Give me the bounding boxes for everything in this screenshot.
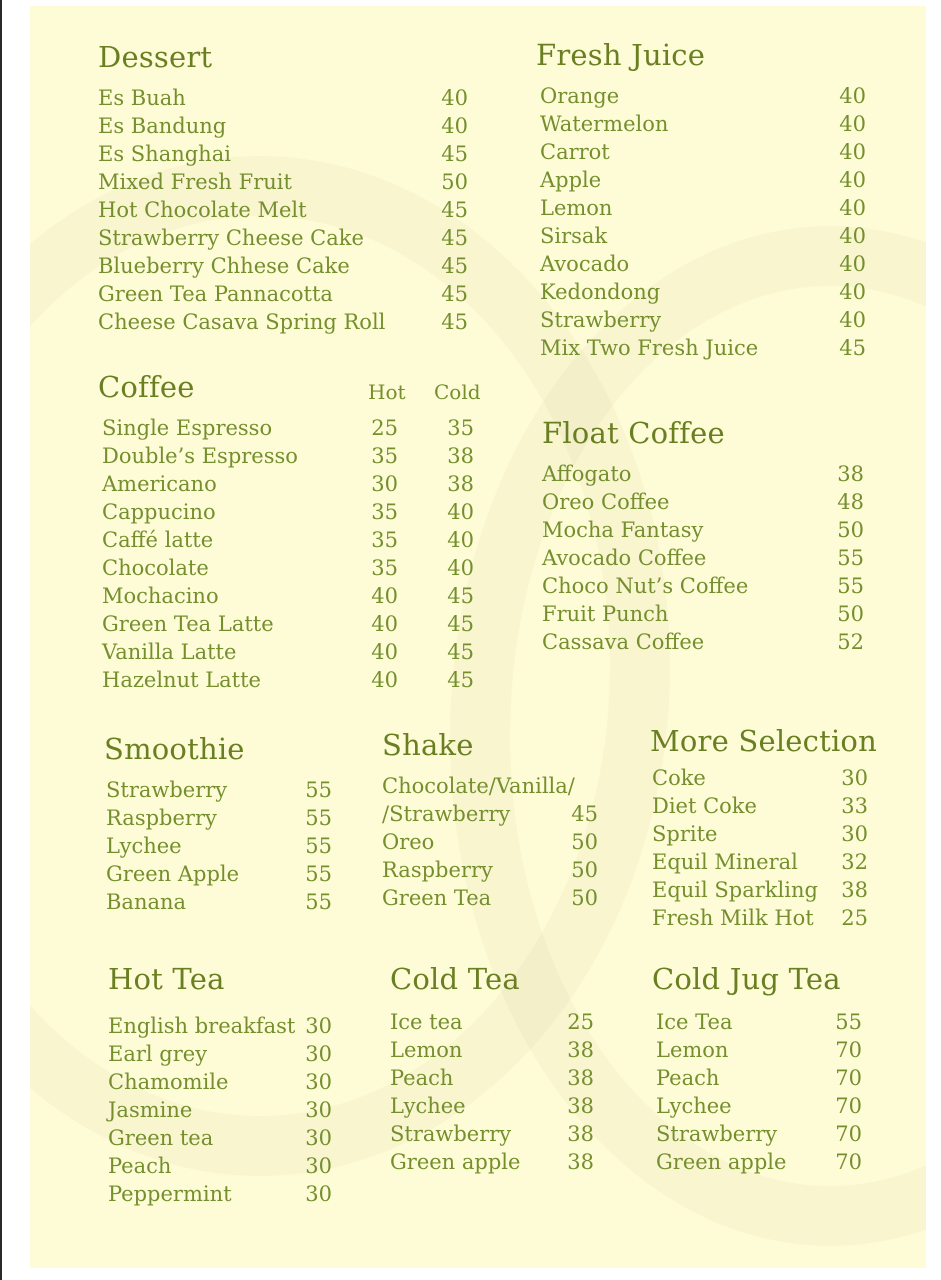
menu-item-name: Raspberry: [382, 858, 493, 882]
menu-item-price: 38: [567, 1122, 594, 1146]
section-title-smoothie: Smoothie: [104, 732, 245, 766]
menu-item-name: Fresh Milk Hot: [652, 906, 814, 930]
menu-item-name: Es Buah: [98, 86, 186, 110]
menu-item-name: Peach: [390, 1066, 454, 1090]
menu-item-name: Sirsak: [540, 224, 608, 248]
menu-item-price: 45: [441, 198, 468, 222]
menu-item-name: Apple: [540, 168, 602, 192]
menu-item-price-cold: 38: [447, 472, 474, 496]
menu-item-price: 40: [839, 308, 866, 332]
menu-item-price: 32: [841, 850, 868, 874]
menu-item-price-hot: 30: [371, 472, 398, 496]
section-title-float-coffee: Float Coffee: [542, 416, 725, 450]
menu-item-name: Fruit Punch: [542, 602, 669, 626]
menu-item-price: 30: [841, 766, 868, 790]
menu-item-price: 55: [305, 862, 332, 886]
menu-item-price: 45: [441, 226, 468, 250]
menu-item-price: 38: [567, 1094, 594, 1118]
section-title-dessert: Dessert: [98, 40, 213, 74]
menu-item-price: 25: [841, 906, 868, 930]
menu-item-name: Coke: [652, 766, 706, 790]
menu-item-name: Strawberry: [106, 778, 228, 802]
menu-item-price: 55: [305, 778, 332, 802]
left-edge-border: [0, 0, 2, 1280]
menu-item-price: 30: [305, 1126, 332, 1150]
menu-item-name: Watermelon: [540, 112, 669, 136]
menu-item-price: 40: [839, 224, 866, 248]
menu-item-name: Strawberry: [656, 1122, 778, 1146]
menu-item-price: 30: [841, 822, 868, 846]
menu-item-price-cold: 35: [447, 416, 474, 440]
menu-item-price: 50: [571, 830, 598, 854]
menu-item-price-hot: 35: [371, 528, 398, 552]
menu-item-price: 30: [305, 1154, 332, 1178]
menu-item-price: 38: [567, 1066, 594, 1090]
menu-item-price-cold: 45: [447, 640, 474, 664]
menu-item-price: 55: [837, 574, 864, 598]
menu-item-name: Peach: [108, 1154, 172, 1178]
menu-item-price: 55: [837, 546, 864, 570]
menu-item-name: Avocado Coffee: [542, 546, 707, 570]
menu-item-price: 40: [839, 84, 866, 108]
menu-item-price: 55: [835, 1010, 862, 1034]
menu-item-price: 45: [839, 336, 866, 360]
menu-item-name: Hazelnut Latte: [102, 668, 261, 692]
menu-item-price: 50: [441, 170, 468, 194]
menu-item-price: 40: [839, 196, 866, 220]
menu-item-name: Ice Tea: [656, 1010, 733, 1034]
menu-item-name: Raspberry: [106, 806, 217, 830]
menu-item-price: 38: [567, 1150, 594, 1174]
section-title-fresh-juice: Fresh Juice: [536, 38, 706, 72]
menu-item-price: 55: [305, 806, 332, 830]
menu-item-name: Double’s Espresso: [102, 444, 298, 468]
menu-item-price-hot: 40: [371, 584, 398, 608]
menu-item-price: 30: [305, 1182, 332, 1206]
menu-item-name: Mix Two Fresh Juice: [540, 336, 759, 360]
menu-item-price-hot: 35: [371, 556, 398, 580]
menu-item-price: 55: [305, 834, 332, 858]
menu-item-name: Sprite: [652, 822, 718, 846]
menu-item-name: Mochacino: [102, 584, 219, 608]
menu-item-name: Blueberry Chhese Cake: [98, 254, 350, 278]
menu-item-price: 30: [305, 1014, 332, 1038]
menu-item-name: Green Tea Pannacotta: [98, 282, 333, 306]
menu-item-name: Vanilla Latte: [102, 640, 237, 664]
menu-item-name: Lychee: [106, 834, 182, 858]
menu-item-price: 40: [441, 114, 468, 138]
menu-item-price-hot: 35: [371, 500, 398, 524]
menu-item-name: Oreo: [382, 830, 435, 854]
menu-item-name: Chamomile: [108, 1070, 229, 1094]
menu-item-name: Lemon: [390, 1038, 463, 1062]
menu-item-name: Chocolate/Vanilla/: [382, 774, 575, 798]
menu-item-name: Hot Chocolate Melt: [98, 198, 307, 222]
section-title-shake: Shake: [382, 728, 474, 762]
menu-item-price: 38: [841, 878, 868, 902]
menu-item-price: 40: [839, 168, 866, 192]
menu-item-price: 70: [835, 1066, 862, 1090]
menu-item-price: 70: [835, 1094, 862, 1118]
menu-item-price: 45: [441, 282, 468, 306]
menu-item-price: 40: [839, 280, 866, 304]
menu-item-price: 30: [305, 1070, 332, 1094]
menu-item-price-hot: 25: [371, 416, 398, 440]
menu-item-name: Kedondong: [540, 280, 661, 304]
menu-item-name: Americano: [102, 472, 217, 496]
menu-item-price: 40: [839, 252, 866, 276]
menu-item-name: Lychee: [656, 1094, 732, 1118]
menu-item-name: Diet Coke: [652, 794, 757, 818]
menu-item-price: 45: [441, 142, 468, 166]
menu-item-price: 30: [305, 1042, 332, 1066]
menu-item-price: 38: [567, 1038, 594, 1062]
menu-item-price: 70: [835, 1038, 862, 1062]
menu-item-name: Green Apple: [106, 862, 240, 886]
section-title-more-selection: More Selection: [650, 724, 877, 758]
menu-item-name: Single Espresso: [102, 416, 273, 440]
menu-item-price: 52: [837, 630, 864, 654]
menu-item-name: Orange: [540, 84, 620, 108]
section-title-hot-tea: Hot Tea: [108, 962, 225, 996]
section-title-cold-jug-tea: Cold Jug Tea: [652, 962, 841, 996]
menu-item-price-cold: 40: [447, 556, 474, 580]
menu-item-price: 25: [567, 1010, 594, 1034]
section-title-cold-tea: Cold Tea: [390, 962, 520, 996]
menu-item-name: Affogato: [542, 462, 632, 486]
menu-item-name: Mocha Fantasy: [542, 518, 704, 542]
menu-item-price-hot: 35: [371, 444, 398, 468]
menu-item-name: Equil Mineral: [652, 850, 798, 874]
menu-item-name: Green apple: [390, 1150, 521, 1174]
menu-item-name: Cassava Coffee: [542, 630, 705, 654]
menu-item-price: 55: [305, 890, 332, 914]
menu-item-price: 40: [839, 112, 866, 136]
menu-item-price: 50: [837, 602, 864, 626]
menu-item-name: Es Shanghai: [98, 142, 231, 166]
menu-item-price-hot: 40: [371, 668, 398, 692]
menu-item-price: 50: [837, 518, 864, 542]
menu-item-name: Green tea: [108, 1126, 214, 1150]
menu-item-price-hot: 40: [371, 640, 398, 664]
menu-item-name: Jasmine: [108, 1098, 193, 1122]
menu-item-name: Es Bandung: [98, 114, 227, 138]
menu-item-name: Peach: [656, 1066, 720, 1090]
menu-item-price: 70: [835, 1122, 862, 1146]
menu-item-name: Peppermint: [108, 1182, 232, 1206]
menu-item-price: 45: [441, 310, 468, 334]
menu-item-price: 48: [837, 490, 864, 514]
menu-item-name: English breakfast: [108, 1014, 296, 1038]
menu-item-name: Strawberry: [540, 308, 662, 332]
menu-item-name: Oreo Coffee: [542, 490, 670, 514]
menu-item-price: 70: [835, 1150, 862, 1174]
menu-item-name: Mixed Fresh Fruit: [98, 170, 292, 194]
menu-item-price-cold: 45: [447, 612, 474, 636]
menu-item-name: Caffé latte: [102, 528, 214, 552]
menu-item-name: Cheese Casava Spring Roll: [98, 310, 386, 334]
section-title-coffee: Coffee: [98, 370, 195, 404]
menu-item-name: Lychee: [390, 1094, 466, 1118]
menu-item-name: Strawberry Cheese Cake: [98, 226, 364, 250]
menu-item-price: 30: [305, 1098, 332, 1122]
menu-item-price-cold: 38: [447, 444, 474, 468]
coffee-column-hot: Hot: [368, 380, 406, 404]
menu-item-name: Carrot: [540, 140, 610, 164]
menu-item-name: Lemon: [540, 196, 613, 220]
menu-item-name: /Strawberry: [382, 802, 511, 826]
menu-item-name: Green Tea: [382, 886, 492, 910]
menu-item-price: 50: [571, 886, 598, 910]
menu-item-name: Avocado: [540, 252, 630, 276]
menu-item-price: 50: [571, 858, 598, 882]
menu-item-name: Ice tea: [390, 1010, 463, 1034]
menu-item-name: Banana: [106, 890, 187, 914]
menu-item-name: Equil Sparkling: [652, 878, 818, 902]
menu-item-name: Strawberry: [390, 1122, 512, 1146]
menu-item-price-cold: 40: [447, 528, 474, 552]
coffee-column-cold: Cold: [434, 380, 481, 404]
menu-item-price-cold: 40: [447, 500, 474, 524]
menu-item-name: Cappucino: [102, 500, 216, 524]
menu-item-price: 40: [839, 140, 866, 164]
menu-item-price-cold: 45: [447, 668, 474, 692]
menu-item-name: Choco Nut’s Coffee: [542, 574, 749, 598]
menu-item-price: 38: [837, 462, 864, 486]
menu-item-name: Green Tea Latte: [102, 612, 274, 636]
menu-item-price: 40: [441, 86, 468, 110]
menu-page: [30, 6, 926, 1268]
menu-item-price: 45: [571, 802, 598, 826]
menu-item-price-cold: 45: [447, 584, 474, 608]
menu-item-price-hot: 40: [371, 612, 398, 636]
menu-item-name: Green apple: [656, 1150, 787, 1174]
menu-item-name: Earl grey: [108, 1042, 208, 1066]
menu-item-name: Chocolate: [102, 556, 209, 580]
menu-item-name: Lemon: [656, 1038, 729, 1062]
menu-item-price: 33: [841, 794, 868, 818]
menu-item-price: 45: [441, 254, 468, 278]
